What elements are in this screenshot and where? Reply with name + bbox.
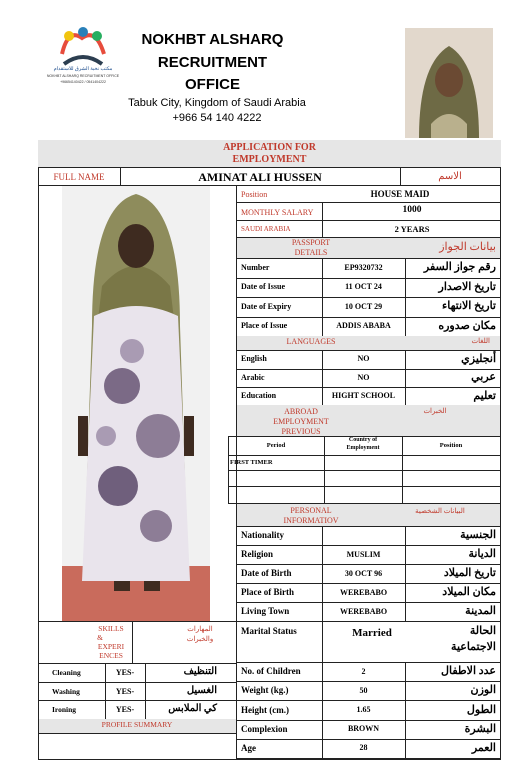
company-name-line3: OFFICE [185,76,240,93]
body.rows-label: Height (cm.) [241,704,289,715]
personal.rows-arabic: المدينة [465,605,496,617]
abroad-first-timer: FIRST TIMER [230,459,273,466]
passport.rows-arabic: تاريخ الانتهاء [442,300,496,313]
body.rows-label: No. of Children [241,666,301,677]
skill-value: YES- [115,686,135,696]
contract-label: SAUDI ARABIA [241,225,291,233]
personal.rows-value: WEREBABO [339,587,388,597]
marital-arabic-line2: الاجتماعية [451,641,496,653]
personal.rows-arabic: مكان الميلاد [442,586,496,598]
applicant-photo-full [62,186,210,621]
salary-label: MONTHLY SALARY [241,208,314,217]
skills-header-line3: EXPERI [97,642,125,651]
company-name-line1: NOKHBT ALSHARQ [141,31,284,48]
languages.rows-value: NO [357,372,370,382]
passport.rows-value: 10 OCT 29 [344,301,383,311]
personal.rows-label: Place of Birth [241,587,294,597]
body.rows-value: 1.65 [356,705,371,714]
people-logo-icon [48,24,118,68]
marital-value: Married [352,627,392,639]
skills-header-arabic1: المهارات [187,625,213,633]
full-name-label: FULL NAME [53,172,105,182]
abroad-col-position: Position [439,442,463,449]
applicant-photo-small [405,28,493,138]
personal.rows-label: Nationality [241,530,285,540]
abroad-col-country-line1: Country of [348,437,378,443]
passport.rows-value: ADDIS ABABA [336,321,391,331]
languages.rows-label: English [241,354,267,364]
body.rows-value: 2 [361,666,366,676]
company-logo [48,24,118,86]
personal.rows-label: Date of Birth [241,568,292,578]
passport.rows-label: Date of Expiry [241,301,292,311]
languages-header-arabic: اللغات [471,337,490,345]
personal.rows-label: Living Town [241,606,290,616]
passport.rows-label: Place of Issue [241,321,288,331]
company-city: Tabuk City, Kingdom of Saudi Arabia [128,97,306,109]
passport.rows-arabic: رقم جواز السفر [423,261,496,274]
body.rows-arabic: البشرة [464,722,496,735]
personal.rows-value: WEREBABO [339,606,388,616]
marital-label: Marital Status [241,626,297,636]
skills-header-line2: & [97,633,103,642]
profile-summary-header: PROFILE SUMMARY [101,720,173,729]
full-name-arabic: الاسم [438,171,462,182]
logo-phone-text: +96654140422 / 0541404222 [60,80,106,84]
skills-header-line4: ENCES [99,651,123,660]
personal-header-arabic: البيانات الشخصية [415,507,465,515]
languages.rows-arabic: عربي [471,371,496,384]
form-title-line2: EMPLOYMENT [232,154,307,165]
languages.rows-label: Education [241,391,277,401]
passport-header-line1: PASSPORT [291,238,331,247]
body.rows-arabic: الطول [466,703,496,716]
skill-label: Ironing [52,705,77,714]
body.rows-value: 50 [359,685,368,695]
languages.rows-value: NO [357,354,370,364]
position-value: HOUSE MAID [370,189,430,199]
skill-value: YES- [115,705,135,714]
skills-header-arabic2: والخبرات [186,635,214,643]
passport.rows-label: Date of Issue [241,282,285,292]
languages-header: LANGUAGES [286,337,336,346]
company-name-line2: RECRUITMENT [157,54,268,71]
languages.rows-label: Arabic [241,372,265,382]
body.rows-label: Weight (kg.) [241,685,289,696]
logo-english-text: NOKHBT ALSHARQ RECRUITMENT OFFICE [46,74,120,78]
abroad-header-line3: PREVIOUS [281,427,321,436]
languages.rows-value: HIGHT SCHOOL [331,391,396,401]
personal.rows-value: MUSLIM [346,549,381,559]
passport.rows-arabic: تاريخ الاصدار [438,280,496,293]
body.rows-label: Age [241,742,256,753]
abroad-col-country-line2: Employment [346,445,380,451]
personal-header-line1: PERSONAL [290,506,332,515]
full-name-value: AMINAT ALI HUSSEN [198,170,322,184]
personal.rows-arabic: الجنسية [460,529,496,541]
skill-label: Washing [52,686,80,696]
marital-arabic-line1: الحالة [469,625,496,637]
passport-header-arabic: بيانات الجواز [439,241,496,253]
abroad-header-arabic: الخبرات [423,407,447,415]
personal.rows-arabic: تاريخ الميلاد [443,567,496,579]
skill-arabic: كي الملابس [168,703,217,714]
languages.rows-arabic: تعليم [473,389,496,402]
body.rows-value: 28 [359,743,368,753]
contract-value: 2 YEARS [394,224,430,234]
skills-header-line1: SKILLS [98,624,124,633]
body.rows-arabic: العمر [471,741,496,754]
body.rows-arabic: عدد الاطفال [441,665,496,678]
company-phone: +966 54 140 4222 [172,112,262,124]
passport-header-line2: DETAILS [294,248,328,257]
form-title-line1: APPLICATION FOR [223,142,316,153]
body.rows-label: Complexion [241,723,288,734]
position-label: Position [241,190,268,199]
skill-arabic: الغسيل [186,684,217,696]
personal.rows-label: Religion [241,549,274,559]
skill-label: Cleaning [52,668,81,677]
abroad-header-line2: EMPLOYMENT [273,417,329,426]
logo-arabic-text: مكتب نخبة الشرق للاستقدام [53,66,113,72]
abroad-col-period: Period [266,442,286,449]
passport.rows-arabic: مكان صدوره [438,319,496,332]
skill-value: YES- [115,668,135,677]
body.rows-arabic: الوزن [470,684,496,697]
personal.rows-arabic: الديانة [468,548,496,560]
skill-arabic: التنظيف [183,666,217,677]
body.rows-value: BROWN [347,724,380,734]
personal.rows-value: 30 OCT 96 [344,568,383,578]
passport.rows-label: Number [241,262,270,272]
abroad-header-line1: ABROAD [284,407,318,416]
passport.rows-value: EP9320732 [344,262,383,272]
personal-header-line2: INFORMATIOV [283,516,339,525]
passport.rows-value: 11 OCT 24 [345,282,382,292]
salary-value: 1000 [402,205,422,215]
languages.rows-arabic: أنجليزي [461,352,496,365]
